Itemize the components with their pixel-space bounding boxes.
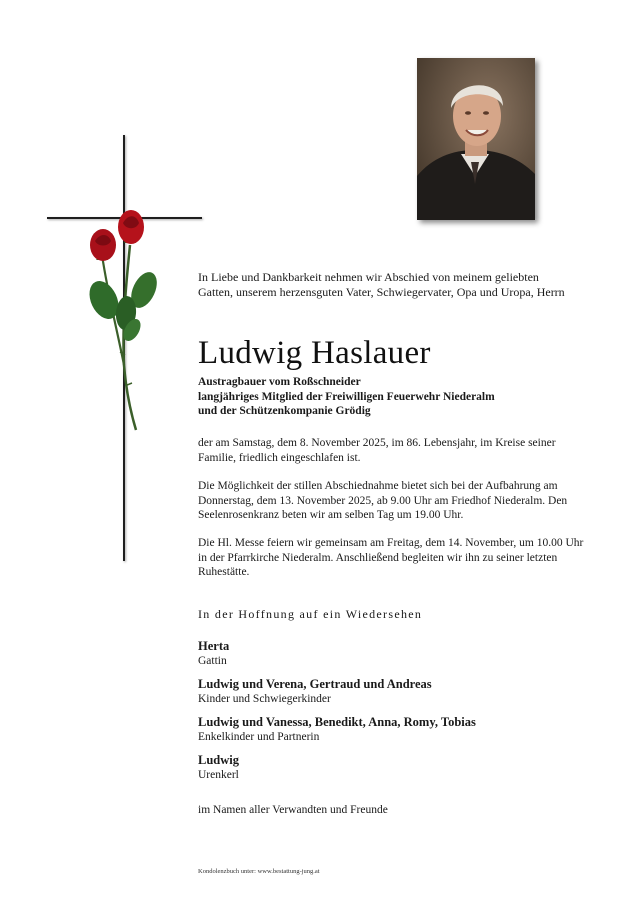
mourner-name: Ludwig bbox=[198, 753, 239, 767]
mourner-entry bbox=[198, 638, 598, 668]
deceased-titles bbox=[198, 375, 598, 419]
hope-line: In der Hoffnung auf ein Wiedersehen bbox=[198, 607, 423, 621]
death-notice-paragraph: der am Samstag, dem 8. November 2025, im 86. Lebensjahr, im Kreise seiner Familie, friedlich eingeschlafen ist. bbox=[198, 437, 556, 464]
closing-line: im Namen aller Verwandten und Freunde bbox=[198, 804, 388, 816]
intro-text: In Liebe und Dankbarkeit nehmen wir Abschied von meinem geliebten Gatten, unserem herzensguten Vater, Schwiegervater, Opa und Uropa, Herrn bbox=[198, 270, 565, 299]
mourner-entry bbox=[198, 676, 598, 706]
roses-icon bbox=[78, 205, 168, 435]
mourner-role: Urenkerl bbox=[198, 769, 239, 781]
title-line: Austragbauer vom Roßschneider bbox=[198, 376, 361, 388]
mourner-entry bbox=[198, 714, 598, 744]
condolence-footer: Kondolenzbuch unter: www.bestattung-jung.at bbox=[198, 868, 320, 875]
mourner-role: Kinder und Schwiegerkinder bbox=[198, 693, 331, 705]
mass-paragraph: Die Hl. Messe feiern wir gemeinsam am Freitag, dem 14. November, um 10.00 Uhr in der Pfarrkirche Niederalm. Anschließend begleiten wir ihn zu seiner letzten Ruhestätte. bbox=[198, 537, 584, 578]
mourner-role: Enkelkinder und Partnerin bbox=[198, 731, 320, 743]
portrait-photo bbox=[417, 58, 535, 220]
title-line: langjähriges Mitglied der Freiwilligen Feuerwehr Niederalm bbox=[198, 390, 495, 403]
deceased-name: Ludwig Haslauer bbox=[198, 335, 431, 371]
title-line: und der Schützenkompanie Grödig bbox=[198, 405, 371, 417]
mourner-role: Gattin bbox=[198, 655, 227, 667]
mourners-list bbox=[198, 638, 598, 790]
mourner-name: Herta bbox=[198, 639, 230, 653]
mourner-entry bbox=[198, 752, 598, 782]
mourner-name: Ludwig und Verena, Gertraud und Andreas bbox=[198, 677, 432, 691]
viewing-paragraph: Die Möglichkeit der stillen Abschiednahme bietet sich bei der Aufbahrung am Donnerstag, dem 13. November 2025, ab 9.00 Uhr am Friedhof Niederalm. Den Seelenrosenkranz beten wir am selben Tag um 19.00 Uhr. bbox=[198, 480, 568, 521]
mourner-name: Ludwig und Vanessa, Benedikt, Anna, Romy, Tobias bbox=[198, 715, 476, 729]
